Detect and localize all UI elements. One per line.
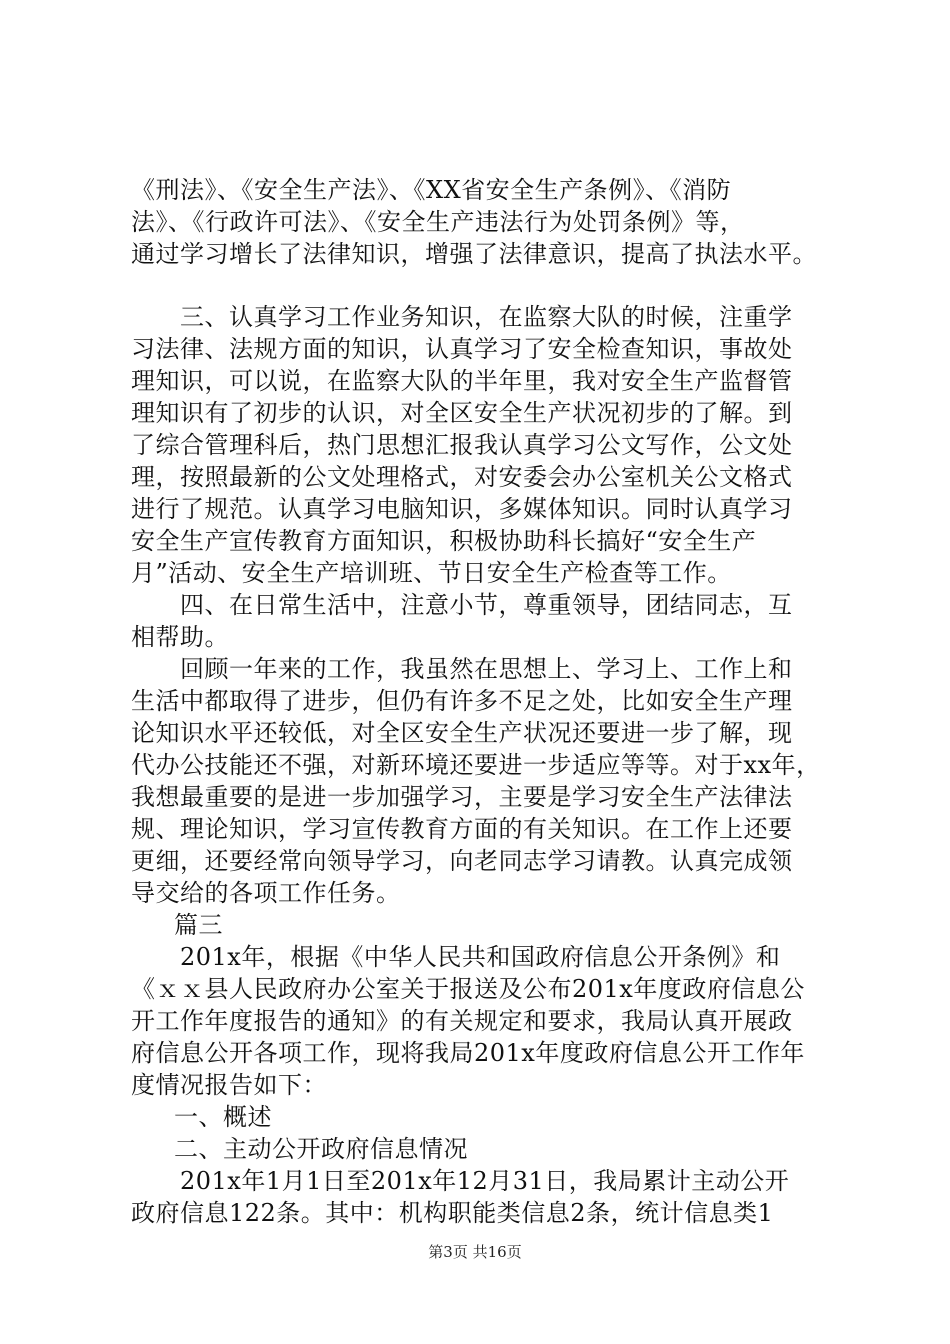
text-line: 生活中都取得了进步，但仍有许多不足之处，比如安全生产理: [131, 687, 793, 715]
text-line: 开工作年度报告的通知》的有关规定和要求，我局认真开展政: [131, 1007, 793, 1035]
text-line: 习法律、法规方面的知识，认真学习了安全检查知识，事故处: [131, 335, 793, 363]
text-line: 进行了规范。认真学习电脑知识，多媒体知识。同时认真学习: [131, 495, 793, 523]
text-line: 理，按照最新的公文处理格式，对安委会办公室机关公文格式: [131, 463, 793, 491]
section-heading: 篇三: [174, 911, 223, 939]
text-line: 安全生产宣传教育方面知识，积极协助科长搞好“安全生产: [131, 527, 757, 555]
text-line: 了综合管理科后，热门思想汇报我认真学习公文写作，公文处: [131, 431, 793, 459]
text-line: 《刑法》、《安全生产法》、《XX省安全生产条例》、《消防: [131, 176, 732, 204]
text-line: 导交给的各项工作任务。: [131, 879, 401, 907]
text-line: 理知识，可以说，在监察大队的半年里，我对安全生产监督管: [131, 367, 793, 395]
text-line: 度情况报告如下：: [131, 1071, 327, 1099]
text-line: 《ｘｘ县人民政府办公室关于报送及公布201x年度政府信息公: [131, 975, 805, 1003]
text-line: 四、在日常生活中，注意小节，尊重领导，团结同志，互: [180, 591, 793, 619]
text-line: 我想最重要的是进一步加强学习，主要是学习安全生产法律法: [131, 783, 793, 811]
section-heading: 二、主动公开政府信息情况: [174, 1135, 468, 1163]
text-line: 法》、《行政许可法》、《安全生产违法行为处罚条例》等，: [131, 208, 745, 236]
text-line: 规、理论知识，学习宣传教育方面的有关知识。在工作上还要: [131, 815, 793, 843]
text-line: 府信息公开各项工作，现将我局201x年度政府信息公开工作年: [131, 1039, 805, 1067]
text-line: 201x年1月1日至201x年12月31日，我局累计主动公开: [180, 1167, 790, 1195]
section-heading: 一、概述: [174, 1103, 272, 1131]
text-line: 相帮助。: [131, 623, 229, 651]
text-line: 回顾一年来的工作，我虽然在思想上、学习上、工作上和: [180, 655, 793, 683]
text-line: 更细，还要经常向领导学习，向老同志学习请教。认真完成领: [131, 847, 793, 875]
page-number: 第3页 共16页: [428, 1243, 522, 1261]
text-line: 201x年，根据《中华人民共和国政府信息公开条例》和: [180, 943, 781, 971]
text-line: 三、认真学习工作业务知识，在监察大队的时候，注重学: [180, 303, 793, 331]
text-line: 通过学习增长了法律知识，增强了法律意识，提高了执法水平。: [131, 240, 817, 268]
text-line: 理知识有了初步的认识，对全区安全生产状况初步的了解。到: [131, 399, 793, 427]
text-line: 代办公技能还不强，对新环境还要进一步适应等等。对于xx年，: [131, 751, 821, 779]
text-line: 月”活动、安全生产培训班、节日安全生产检查等工作。: [131, 559, 732, 587]
text-line: 论知识水平还较低，对全区安全生产状况还要进一步了解，现: [131, 719, 793, 747]
text-line: 政府信息122条。其中：机构职能类信息2条，统计信息类1: [131, 1199, 774, 1227]
